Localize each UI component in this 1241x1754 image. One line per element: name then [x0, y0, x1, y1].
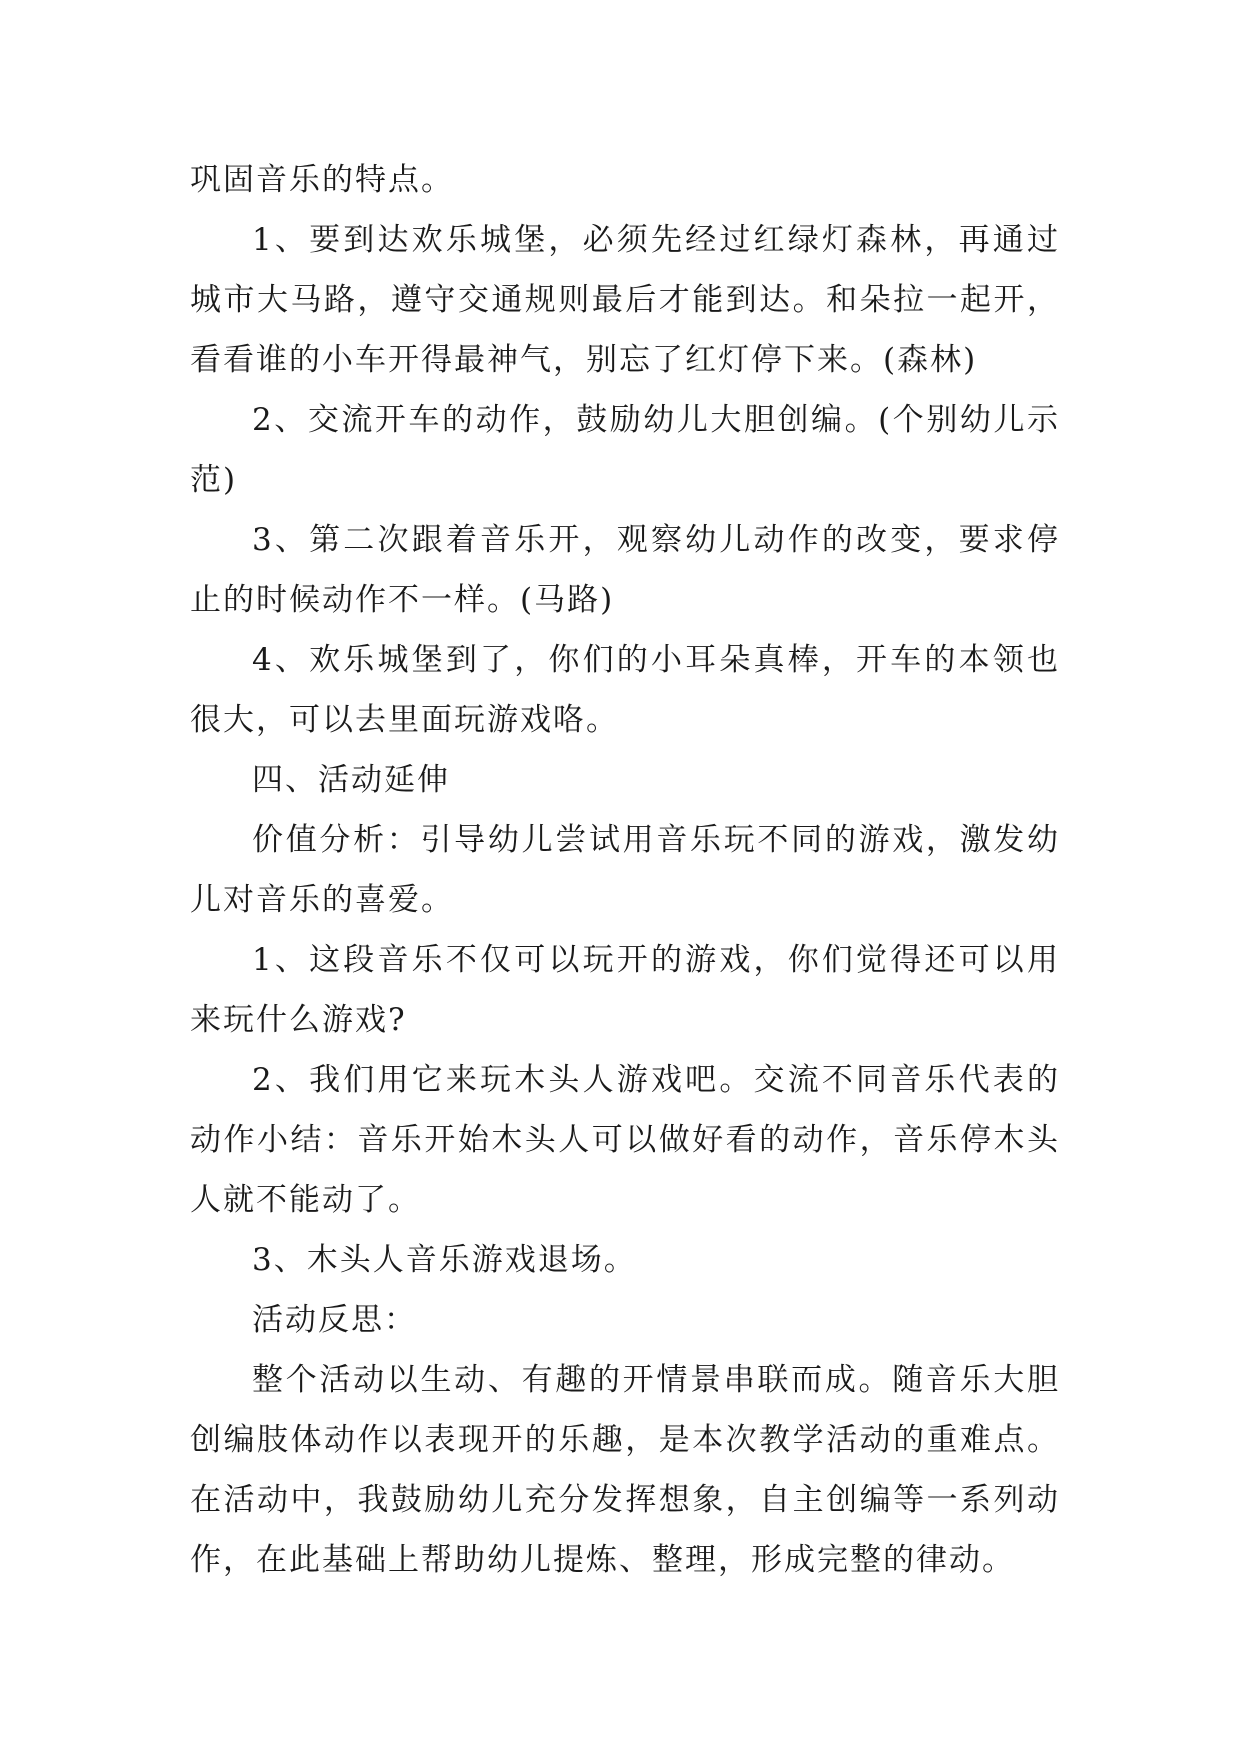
paragraph-intro-tail: 巩固音乐的特点。 [190, 162, 454, 198]
paragraph-step-2: 2、交流开车的动作，鼓励幼儿大胆创编。(个别幼儿示范) [190, 402, 1060, 498]
paragraph-step-4: 4、欢乐城堡到了，你们的小耳朵真棒，开车的本领也很大，可以去里面玩游戏咯。 [190, 642, 1060, 738]
paragraph-step-1: 1、要到达欢乐城堡，必须先经过红绿灯森林，再通过城市大马路，遵守交通规则最后才能到达。和朵拉一起开，看看谁的小车开得最神气，别忘了红灯停下来。(森林) [190, 222, 1060, 378]
section-heading-extension: 四、活动延伸 [252, 762, 450, 798]
paragraph-extension-3: 3、木头人音乐游戏退场。 [252, 1242, 637, 1278]
paragraph-extension-1: 1、这段音乐不仅可以玩开的游戏，你们觉得还可以用来玩什么游戏? [190, 942, 1060, 1038]
paragraph-extension-2: 2、我们用它来玩木头人游戏吧。交流不同音乐代表的动作小结：音乐开始木头人可以做好看的动作，音乐停木头人就不能动了。 [190, 1062, 1060, 1218]
section-heading-reflection: 活动反思： [252, 1302, 417, 1338]
paragraph-reflection: 整个活动以生动、有趣的开情景串联而成。随音乐大胆创编肢体动作以表现开的乐趣，是本次教学活动的重难点。在活动中，我鼓励幼儿充分发挥想象，自主创编等一系列动作，在此基础上帮助幼儿提炼、整理，形成完整的律动。 [190, 1362, 1060, 1578]
paragraph-step-3: 3、第二次跟着音乐开，观察幼儿动作的改变，要求停止的时候动作不一样。(马路) [190, 522, 1060, 618]
paragraph-value-analysis: 价值分析：引导幼儿尝试用音乐玩不同的游戏，激发幼儿对音乐的喜爱。 [190, 822, 1060, 918]
document-body [190, 150, 1060, 1590]
